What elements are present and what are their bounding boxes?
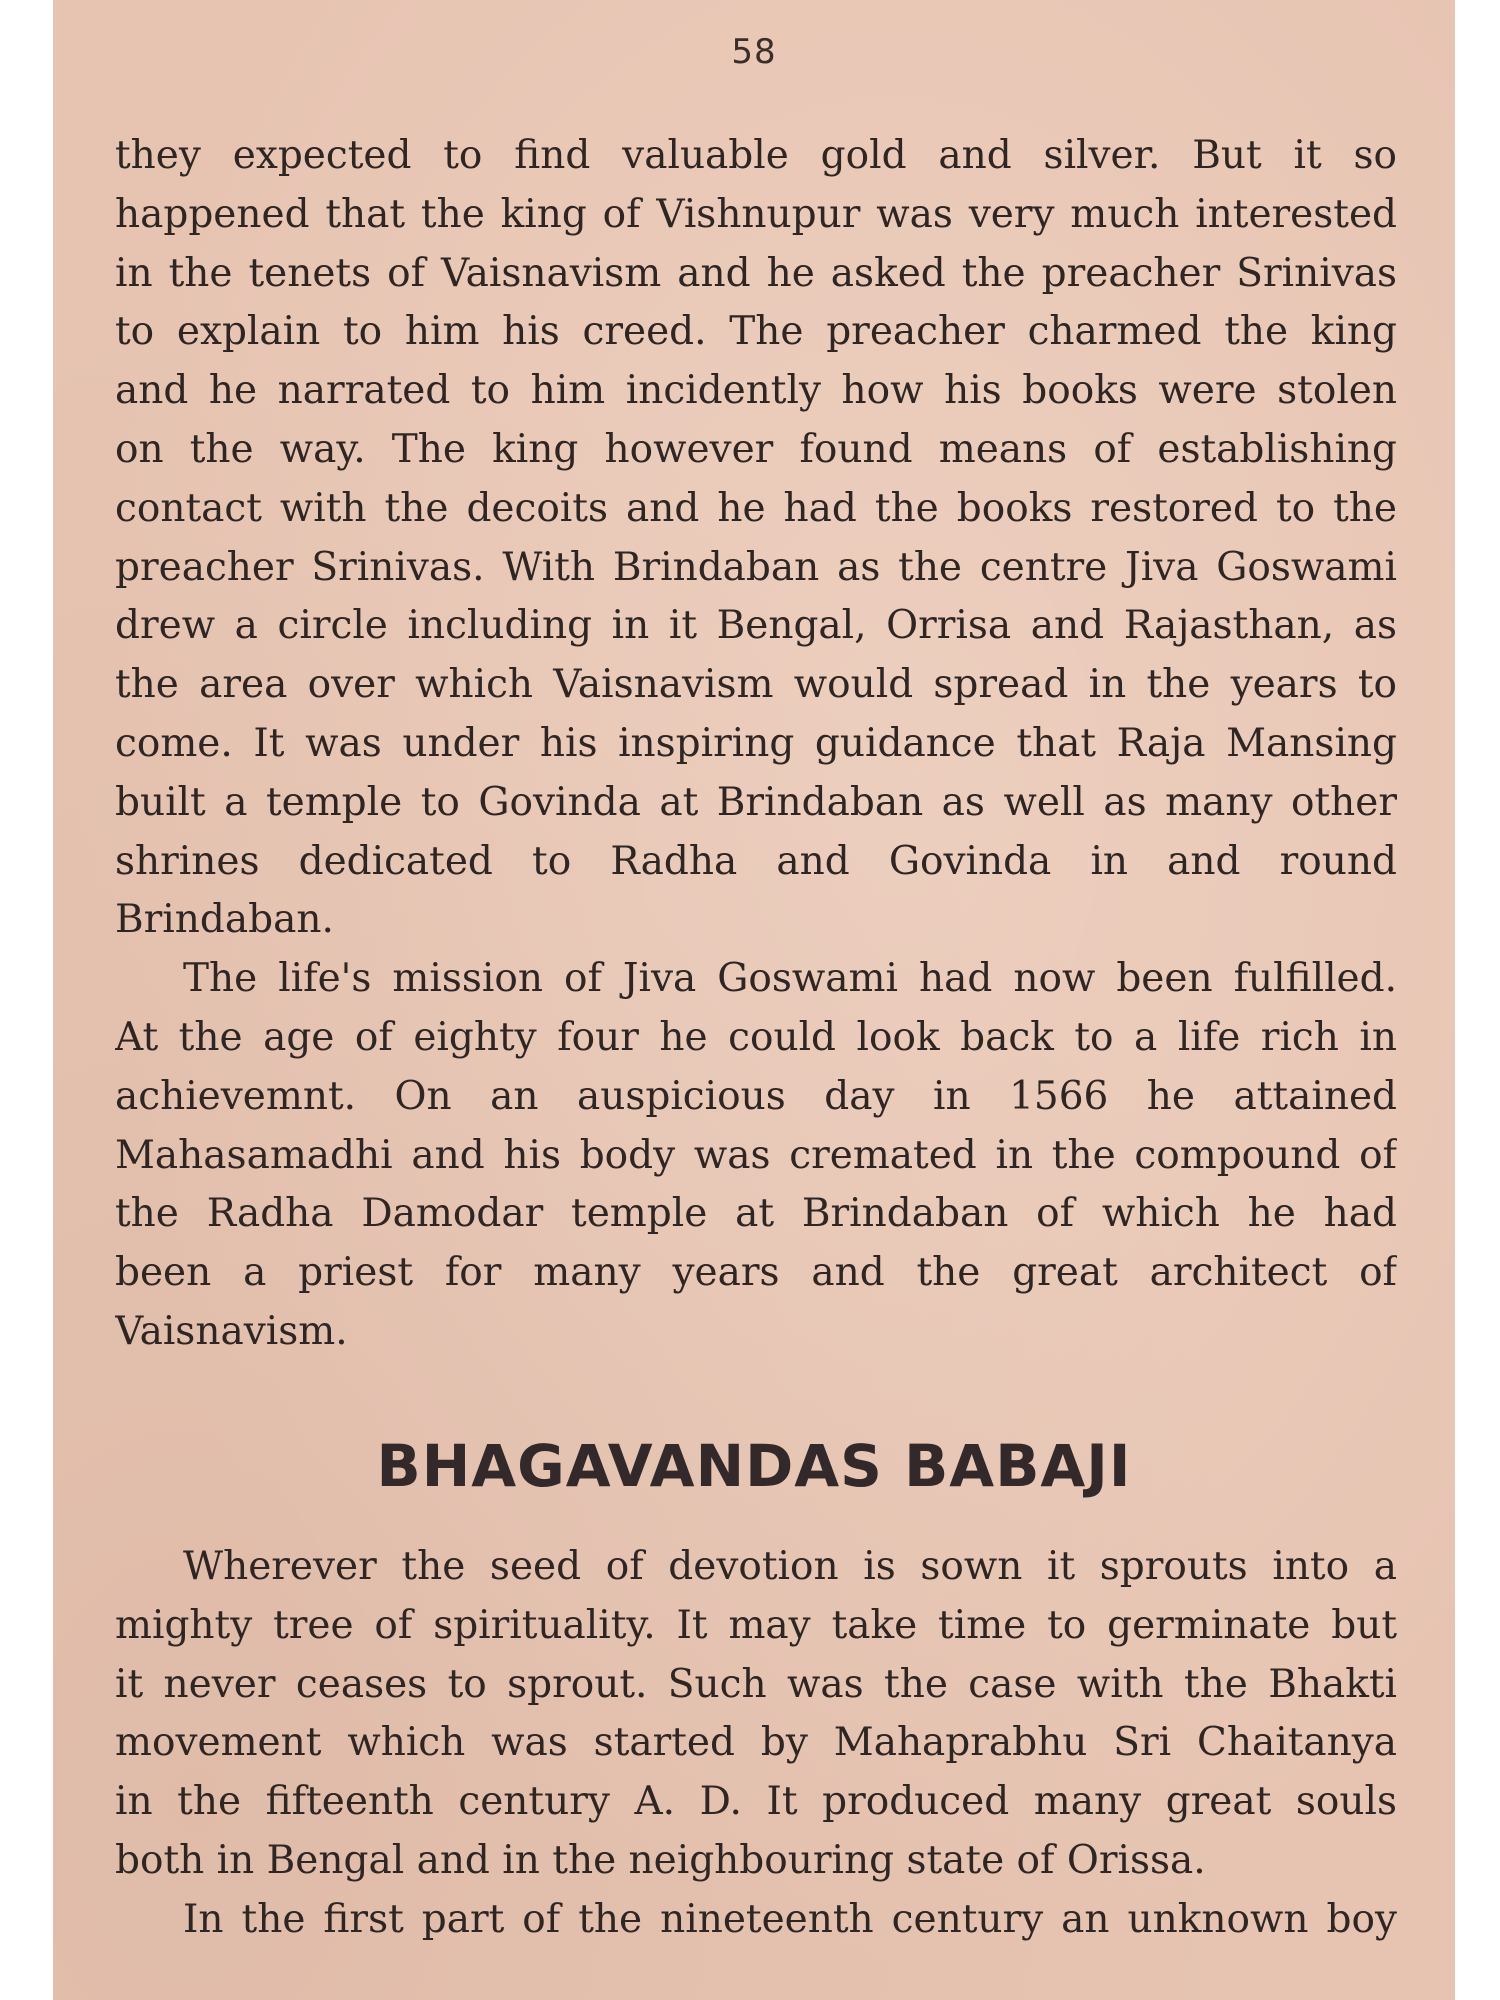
- text-line: built a temple to Govinda at Brindaban as well as many other: [115, 779, 1397, 825]
- text-line: mighty tree of spirituality. It may take time to germinate but: [115, 1602, 1397, 1648]
- text-line: Brindaban.: [115, 897, 334, 943]
- text-line: in the fifteenth century A. D. It produced many great souls: [115, 1779, 1397, 1825]
- text-line: both in Bengal and in the neighbouring state of Orissa.: [115, 1837, 1206, 1883]
- text-line: they expected to find valuable gold and silver. But it so: [115, 133, 1397, 178]
- text-line: At the age of eighty four he could look back to a life rich in: [115, 1014, 1397, 1060]
- text-line: In the first part of the nineteenth century an unknown boy: [183, 1896, 1397, 1942]
- text-line: movement which was started by Mahaprabhu Sri Chaitanya: [115, 1720, 1397, 1766]
- text-line: and he narrated to him incidently how his books were stolen: [115, 368, 1397, 414]
- text-line: come. It was under his inspiring guidance that Raja Mansing: [115, 720, 1397, 766]
- body-text-section-2: [115, 1538, 1397, 1950]
- text-line: it never ceases to sprout. Such was the case with the Bhakti: [115, 1661, 1397, 1707]
- text-line: the Radha Damodar temple at Brindaban of which he had: [115, 1191, 1397, 1237]
- paragraph: [115, 1891, 1397, 1950]
- book-page: [53, 0, 1455, 2000]
- text-line: on the way. The king however found means of establishing: [115, 426, 1397, 472]
- page-number: 58: [731, 32, 777, 72]
- text-line: to explain to him his creed. The preacher charmed the king: [115, 309, 1397, 355]
- text-line: shrines dedicated to Radha and Govinda in and round: [115, 838, 1397, 884]
- text-line: contact with the decoits and he had the books restored to the: [115, 485, 1397, 531]
- text-line: happened that the king of Vishnupur was very much interested: [115, 191, 1397, 237]
- text-line: drew a circle including in it Bengal, Orrisa and Rajasthan, as: [115, 603, 1397, 649]
- text-line: preacher Srinivas. With Brindaban as the centre Jiva Goswami: [115, 544, 1397, 590]
- text-line: in the tenets of Vaisnavism and he asked the preacher Srinivas: [115, 250, 1397, 296]
- text-line: The life's mission of Jiva Goswami had now been fulfilled.: [183, 956, 1397, 1002]
- text-line: Mahasamadhi and his body was cremated in the compound of: [115, 1132, 1397, 1178]
- text-line: Vaisnavism.: [115, 1308, 348, 1354]
- section-heading: BHAGAVANDAS BABAJI: [376, 1432, 1132, 1500]
- paragraph: [115, 127, 1397, 950]
- text-line: Wherever the seed of devotion is sown it sprouts into a: [183, 1544, 1397, 1589]
- text-line: the area over which Vaisnavism would spread in the years to: [115, 662, 1397, 708]
- body-text-section-1: [115, 127, 1397, 1362]
- paragraph: [115, 950, 1397, 1362]
- paragraph: [115, 1538, 1397, 1891]
- text-line: been a priest for many years and the great architect of: [115, 1250, 1397, 1296]
- text-line: achievemnt. On an auspicious day in 1566 he attained: [115, 1073, 1397, 1119]
